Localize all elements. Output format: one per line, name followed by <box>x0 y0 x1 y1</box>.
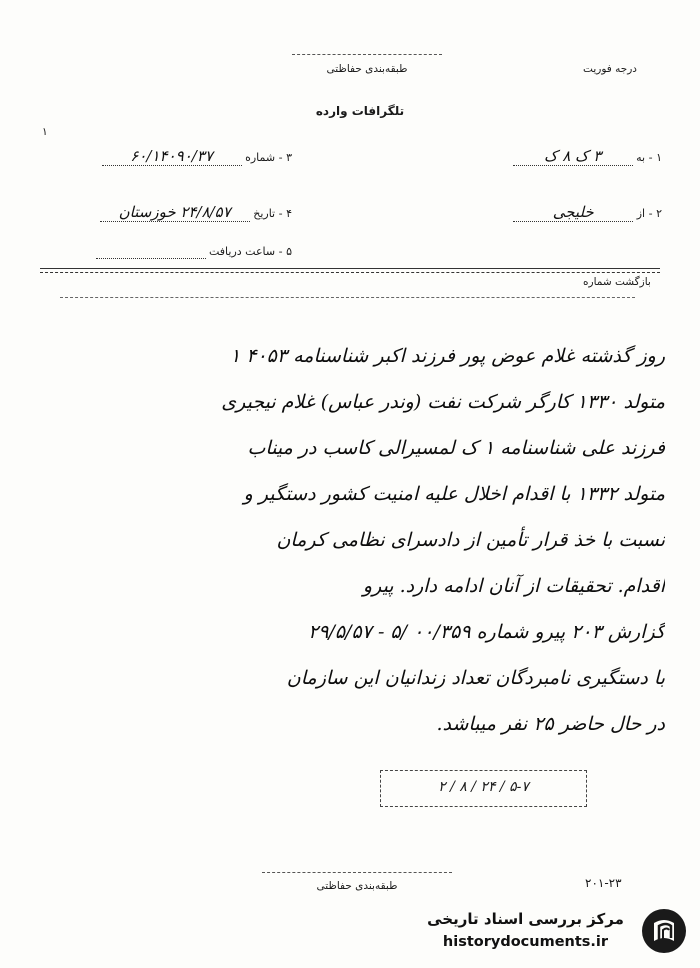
message-line: متولد ۱۳۳۰ کارگر شرکت نفت (وندر عباس) غلام نیجیری <box>221 391 665 413</box>
handwritten-message <box>60 333 665 747</box>
message-line: گزارش ۲۰۳ پیرو شماره ۰۰/۳۵۹ /۵ - ۲۹/۵/۵۷ <box>308 621 665 643</box>
message-line: فرزند علی شناسنامه ۱ ک لمسیرالی کاسب در میناب <box>247 437 665 459</box>
field-to-label: ۱ - به <box>636 151 662 164</box>
field-number <box>42 147 292 166</box>
field-from-label: ۲ - از <box>636 207 662 220</box>
message-line: نسبت با خذ قرار تأمین از دادسرای نظامی کرمان <box>276 529 665 551</box>
field-to-value: ۳ ک ۸ ک <box>513 147 633 166</box>
field-number-mark: ۱ <box>42 126 48 138</box>
footer-classification: طبقه‌بندی حفاظتی <box>316 880 398 892</box>
message-line: در حال حاضر ۲۵ نفر میباشد. <box>436 713 665 735</box>
field-to <box>462 147 662 166</box>
field-date-value: ۲۴/۸/۵۷ خوزستان <box>100 203 250 222</box>
message-line: متولد ۱۳۳۲ با اقدام اخلال علیه امنیت کشور دستگیر و <box>243 483 665 505</box>
stamp-text: ۵-۷ / ۲۴ / ۸ / ۲ <box>438 779 529 795</box>
document-center-logo-icon <box>640 907 688 955</box>
reference-line <box>60 283 635 298</box>
field-receive-time-label: ۵ - ساعت دریافت <box>209 245 292 258</box>
divider <box>40 268 660 269</box>
field-date <box>42 203 292 222</box>
divider-dashed <box>40 272 660 273</box>
field-receive-time <box>42 245 292 259</box>
message-line: اقدام. تحقیقات از آنان ادامه دارد. پیرو <box>362 575 665 597</box>
message-line: با دستگیری نامبردگان تعداد زندانیان این سازمان <box>286 667 665 689</box>
watermark-url[interactable]: historydocuments.ir <box>442 934 609 950</box>
registration-stamp <box>380 770 587 807</box>
watermark <box>418 905 693 960</box>
field-date-label: ۴ - تاریخ <box>253 207 292 220</box>
field-from <box>462 203 662 222</box>
header-priority: درجه فوریت <box>583 63 637 75</box>
footer-code: ۲۰۱-۲۳ <box>585 876 622 890</box>
field-from-value: خلیجی <box>513 203 633 222</box>
document-title: تلگرافات وارده <box>315 104 405 118</box>
reference-label: بازگشت شماره <box>583 276 651 288</box>
field-number-value: ۶۰/۱۴۰۹۰/۳۷ <box>102 147 242 166</box>
watermark-title: مرکز بررسی اسناد تاریخی <box>427 910 624 928</box>
field-number-label: ۳ - شماره <box>245 151 292 164</box>
message-line: روز گذشته غلام عوض پور فرزند اکبر شناسنامه ۴۰۵۳ ۱ <box>229 345 665 367</box>
footer-divider <box>262 872 452 873</box>
header-classification: طبقه‌بندی حفاظتی <box>292 63 442 75</box>
